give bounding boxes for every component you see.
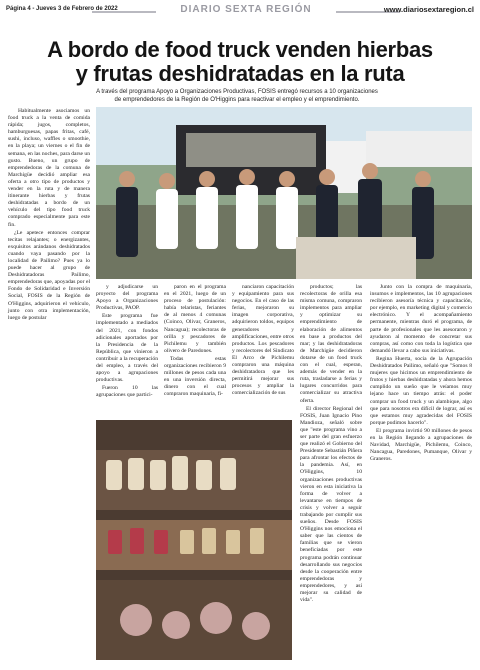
article-column-6 (370, 284, 472, 464)
paragraph: Todas estas organizaciones recibieron 9 millones de pesos cada una en una inversión directa, dinero con el cual compraron maquinaria, fi- (164, 355, 226, 398)
paragraph: ¿Le apetece entonces comprar tecitas relajantes; o energizantes, exquisitos arándanos deshidratados cuando vaya pasando por la localidad de Pailimo? Pues ya lo puede hacer al grupo de Deshidratadoras Pailimo, emprendedoras que, apoyadas por el Fondo de Solidaridad e Inversión Social, FOSIS de la Región de O'Higgins, adquirieron el vehículo, junto con otra implementación, luego de postular (8, 229, 90, 321)
article-column-3 (164, 284, 226, 400)
article-subhead (72, 89, 402, 104)
subhead-line-2: de emprendedores de la Región de O'Higgins para reactivar el empleo y el emprendimiento. (114, 96, 360, 103)
paragraph: Regina Huerta, socia de la Agrupación Deshidratados Pailimo, señaló que "Somos 8 mujeres que hicimos un emprendimiento de frutos y hierbas deshidratadas y ahora hemos cumplido un sueño que le veíamos muy lejano hace un tiempo atrás: el poder comprar un food truck y un alambique, algo que para nosotros era difícil de lograr, así es que estamos muy agradecidas del FOSIS porque pudimos hacerlo". (370, 355, 472, 426)
masthead (156, 4, 336, 15)
paragraph: paron en el programa en el 2021, luego de un proceso de postulación: había telaristas, feriantes de al menos 4 comunas (Coinco, Olivar, Graneros, Nancagua); recolectoras de orilla y pescadores de Pichilemu y también olivero de Paredones. (164, 284, 226, 354)
article-headline (10, 38, 470, 86)
paragraph: Este programa fue implementado a mediados del 2021, con fondos adicionales aportados por la Presidencia de la República, que vinieron a contribuir a la recuperación del empleo, a través del apoyo a agrupaciones productivas. (96, 313, 158, 384)
paragraph: Habitualmente asociamos un food truck a la venta de comida rápida; jugos, completos, hamburguesas, papas fritas, café, sushi, incluso, waffles o smoothie, en la playa; un viernes o el fin de semana, en las noches, para darse un gusto. Bueno, un grupo de emprendedoras de la comuna de Marchigüe decidió ampliar esa oferta a otro tipo de productos y vender en la ruta y de manera itinerante hierbas y frutas deshidratadas a bordo de un vehículo del tipo food truck comprado especialmente para este fin. (8, 108, 91, 228)
headline-line-2: y frutas deshidratadas en la ruta (75, 61, 405, 86)
subhead-line-1: A través del programa Apoyo a Organizaciones Productivas, FOSIS entregó recursos a 10 organizaciones (96, 89, 378, 95)
team-photo (96, 107, 472, 279)
products-photo (96, 420, 292, 660)
paragraph: El programa invirtió 90 millones de pesos en la Región llegando a agrupaciones de Navidad, Marchigüe, Pichilemu, Coinco, Nancagua, Paredones, Pumanque, Olivar y Graneros. (370, 427, 472, 463)
article-column-2 (96, 284, 158, 401)
site-url[interactable]: www.diariosextaregion.cl (383, 5, 474, 14)
article-column-5 (300, 284, 362, 605)
masthead-title: DIARIO SEXTA REGIÓN (176, 4, 315, 15)
paragraph: Junto con la compra de maquinaria, insumos e implementos, las 10 agrupaciones recibieron asesoría técnica y capacitación, por ejemplo, en marketing digital y comercio electrónico. Y el acompañamiento permanente, mientras duró el programa, de parte de profesionales que les asesoraron y ayudaron al momento de concretar sus compras, así como con toda la logística que demandó llevar a cabo sus iniciativas. (370, 284, 472, 354)
paragraph: nanciaron capacitación y equipamiento para sus negocios. En el caso de las ferias, mejoraron su imagen corporativa, adquirieron toldos, equipos generadores y amplificaciones, entre otros productos. Los pescadores y recolectores del Sindicato El Arco de Pichilemu compraron una máquina deshidratadora que les permitirá mejorar sus procesos y ampliar la comercialización de sus (232, 284, 294, 397)
page-info: Página 4 - Jueves 3 de Febrero de 2022 (6, 6, 118, 12)
page-header (6, 4, 474, 18)
headline-line-1: A bordo de food truck venden hierbas (47, 37, 433, 62)
article-column-4 (232, 284, 294, 399)
team-photo-illustration (96, 107, 472, 279)
paragraph: y adjudicarse un proyecto del programa Apoyo a Organizaciones Productivas, PAOP. (96, 284, 158, 312)
paragraph: productos; las recolectoras de orilla esa misma comuna, compraron implementos para ampliar y optimizar su emprendimiento de elaboración de alimentos en base a productos del mar; y las deshidratadoras de Marchigüe decidieron dotarse de un food truck con el cual, esperan, además de vender en la ruta, trasladarse a ferias y lugares concurridos para comercializar su atractiva oferta. (300, 284, 362, 404)
paragraph: Fueron 10 las agrupaciones que partici- (96, 385, 158, 399)
products-photo-illustration (96, 420, 292, 660)
paragraph: El director Regional del FOSIS, Juan Ignacio Pino Mandioza, señaló sobre que "este programa vino a ser parte del gran esfuerzo que realizó el Gobierno del Presidente Sebastián Piñera para afrontar los efectos de la pandemia. Así, en O'Higgins, 10 organizaciones productivas vieron en esta iniciativa la forma de volver a levantarse en tiempos de crisis y volver a seguir trabajando por cumplir sus sueños. Desde FOSIS O'Higgins nos emociona el saber que las cientos de familias que se vieron beneficiadas por este programa podrán continuar desarrollando sus negocios desde la cooperación entre emprendedoras y emprendedores, y así mejorar su calidad de vida". (300, 405, 362, 604)
article-column-1 (8, 108, 90, 323)
